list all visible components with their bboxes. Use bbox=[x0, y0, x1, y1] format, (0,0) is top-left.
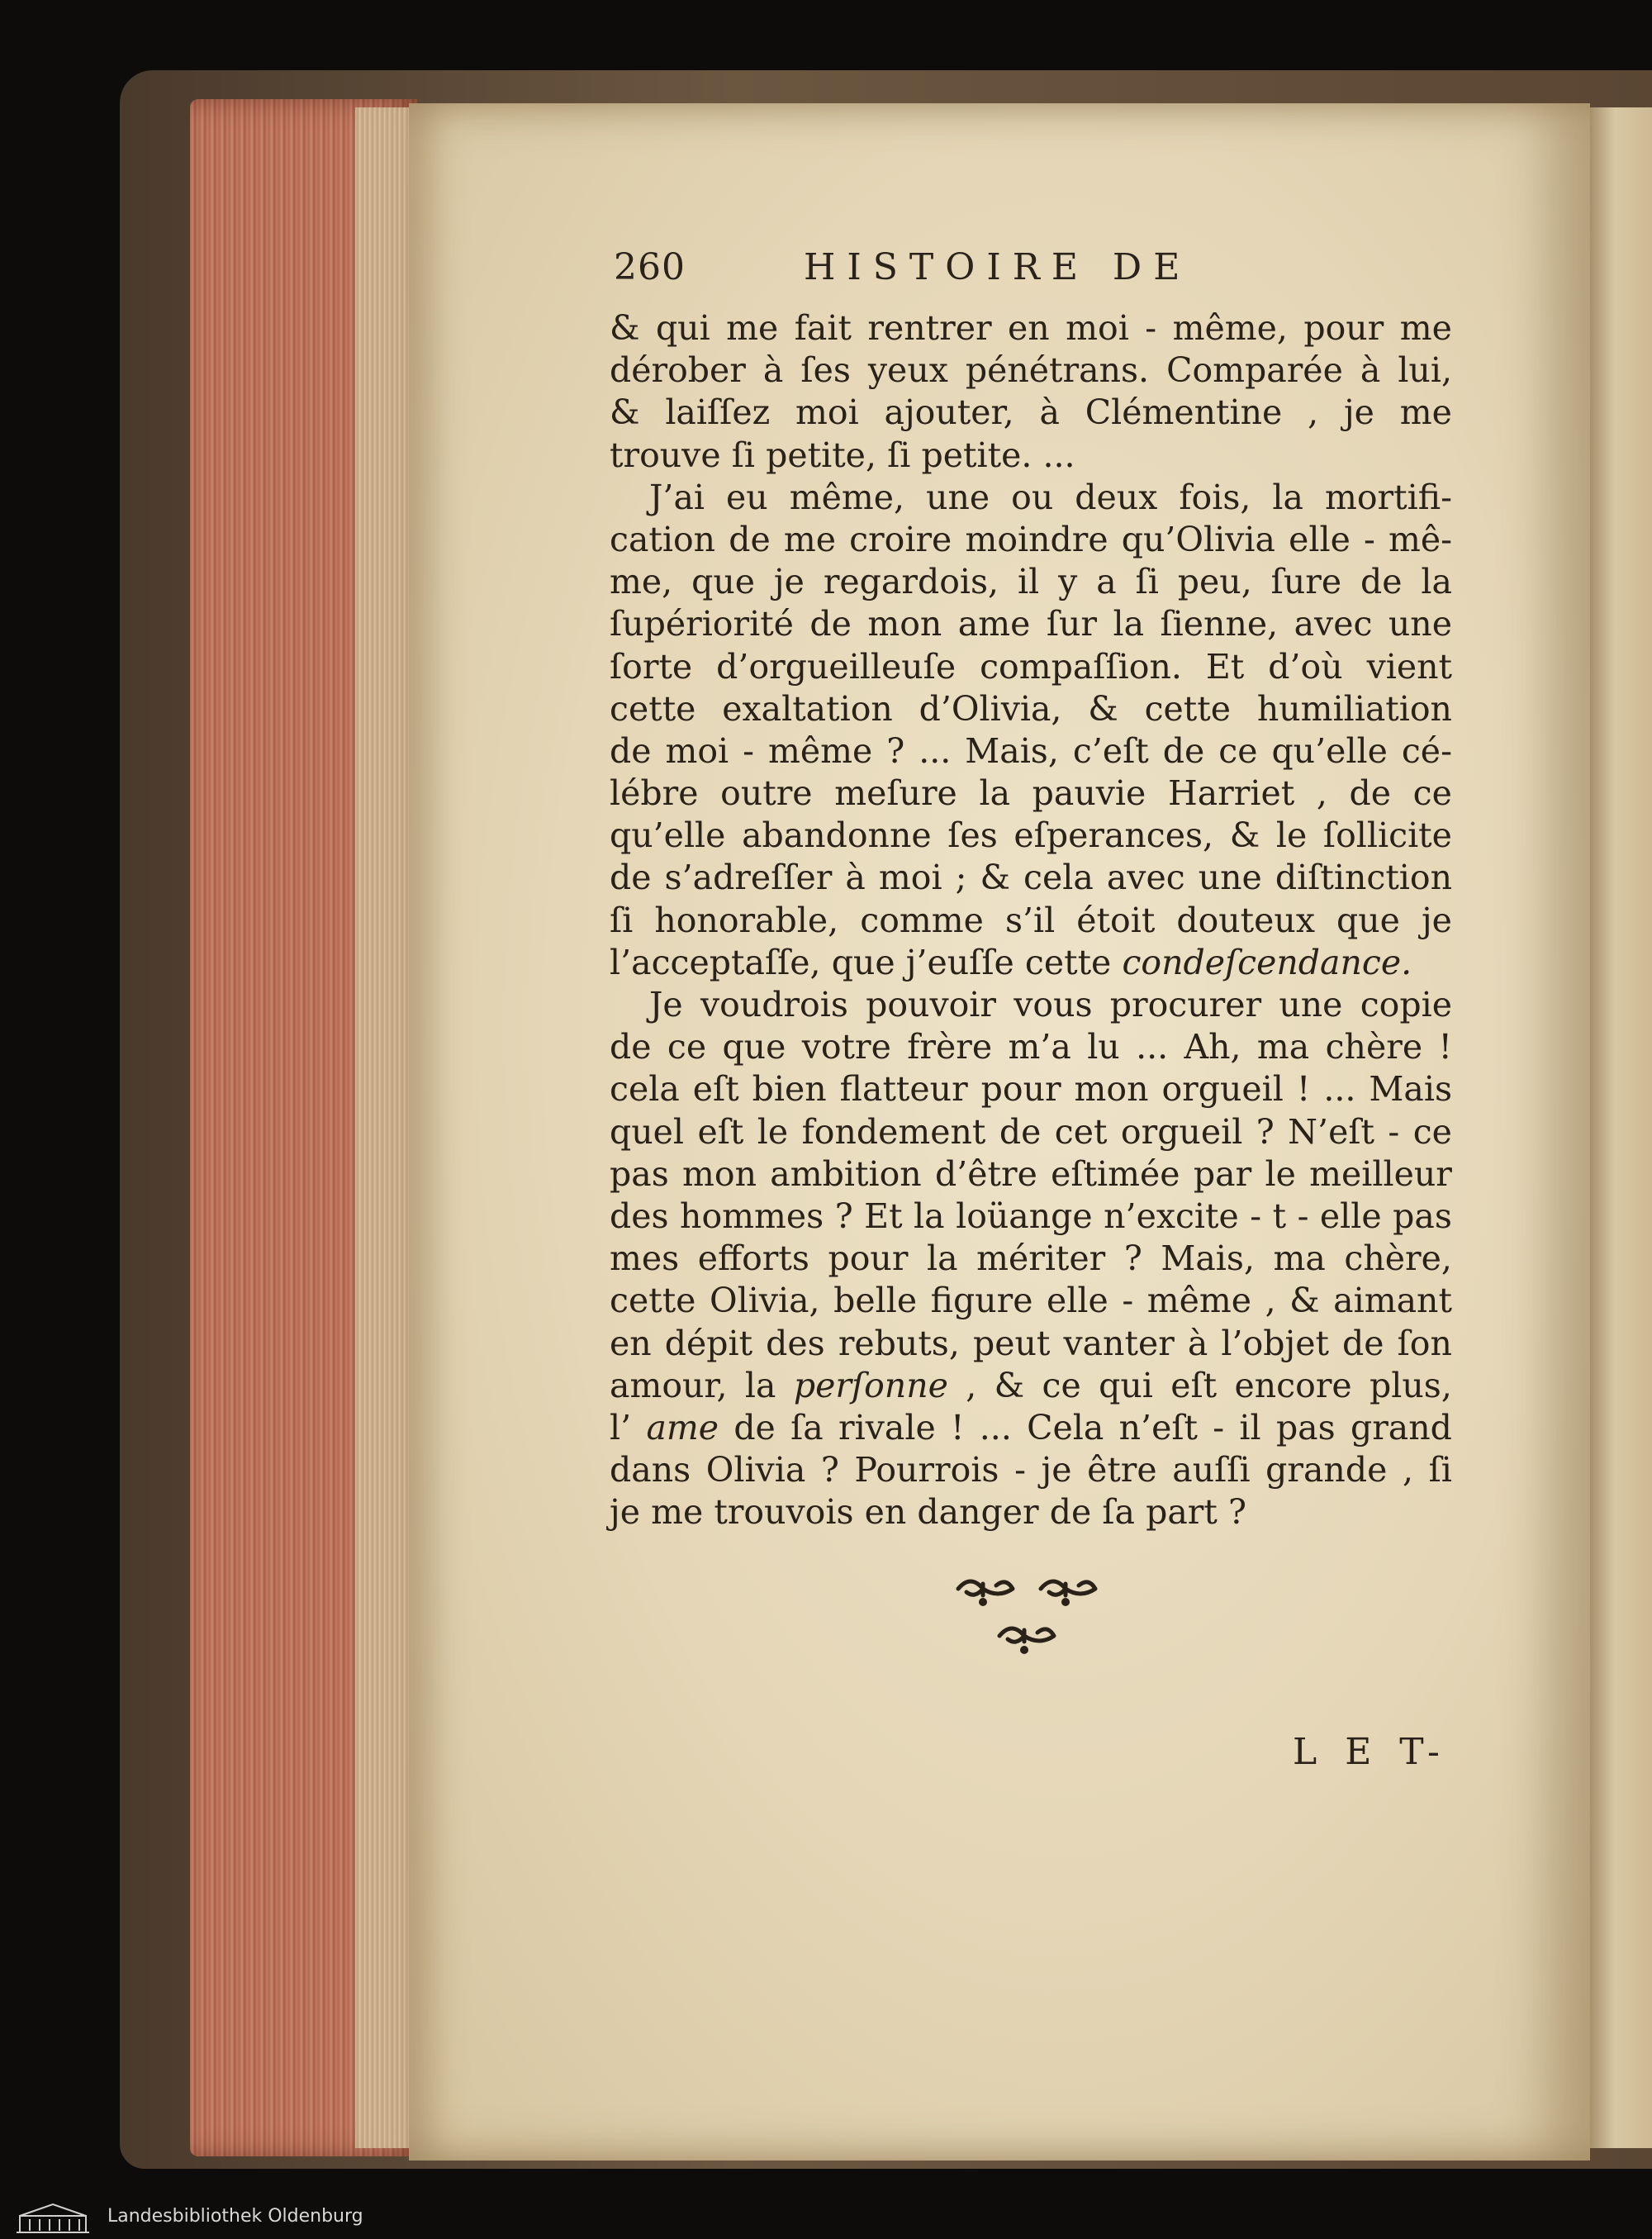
text-line: me, que je regardois, il y a ſi peu, ſure de la bbox=[610, 562, 1452, 602]
catchword: L E T- bbox=[1293, 1731, 1448, 1773]
text-line: trouve ſi petite, ſi petite. ... bbox=[610, 435, 1075, 475]
text-line: cette Olivia, belle figure elle - même , & aimant bbox=[610, 1281, 1452, 1321]
text-line: l’ ame de ſa rivale ! ... Cela n’eſt - il pas grand bbox=[610, 1407, 1452, 1448]
library-name: Landesbibliothek Oldenburg bbox=[107, 2206, 363, 2227]
text-line: en dépit des rebuts, peut vanter à l’objet de ſon bbox=[610, 1323, 1452, 1363]
body-text bbox=[610, 307, 1452, 1533]
text-line: dans Olivia ? Pourrois - je être auſſi grande , ſi bbox=[610, 1450, 1452, 1490]
running-head bbox=[614, 246, 1275, 296]
text-line: de s’adreſſer à moi ; & cela avec une diſtinction bbox=[610, 858, 1452, 898]
library-building-icon bbox=[12, 2199, 94, 2236]
text-line: qu’elle abandonne ſes eſperances, & le ſollicite bbox=[610, 815, 1452, 856]
text-line: de moi - même ? ... Mais, c’eſt de ce qu’elle cé- bbox=[610, 730, 1452, 771]
running-title: HISTOIRE DE bbox=[804, 246, 1192, 288]
text-line: ſupériorité de mon ame ſur la ſienne, avec une bbox=[610, 604, 1452, 644]
text-line: & qui me fait rentrer en moi - même, pour me bbox=[610, 308, 1452, 348]
text-line: ſi honorable, comme s’il étoit douteux que je bbox=[610, 900, 1452, 940]
text-line: dérober à ſes yeux pénétrans. Comparée à lui, bbox=[610, 350, 1452, 391]
text-line: amour, la perſonne , & ce qui eſt encore plus, bbox=[610, 1365, 1452, 1405]
text-line: l’acceptaſſe, que j’euſſe cette condeſcendance. bbox=[610, 942, 1412, 982]
text-line: de ce que votre frère m’a lu ... Ah, ma chère ! bbox=[610, 1027, 1452, 1067]
text-line: mes efforts pour la mériter ? Mais, ma chère, bbox=[610, 1238, 1452, 1279]
text-line: des hommes ? Et la loüange n’excite - t - elle pas bbox=[610, 1196, 1452, 1236]
text-line: J’ai eu même, une ou deux fois, la mortifi- bbox=[649, 477, 1452, 517]
page-edge-gilt bbox=[355, 107, 417, 2148]
text-line: cette exaltation d’Olivia, & cette humiliation bbox=[610, 688, 1452, 729]
page-number: 260 bbox=[614, 246, 686, 288]
text-line: pas mon ambition d’être eſtimée par le meilleur bbox=[610, 1153, 1452, 1194]
fleuron-ornament-icon bbox=[942, 1566, 1123, 1665]
text-line: cation de me croire moindre qu’Olivia elle - mê- bbox=[610, 519, 1452, 559]
text-line: ſorte d’orgueilleuſe compaſſion. Et d’où vient bbox=[610, 646, 1452, 687]
text-line: Je voudrois pouvoir vous procurer une copie bbox=[649, 985, 1452, 1024]
text-line: lébre outre meſure la pauvie Harriet , de ce bbox=[610, 773, 1452, 814]
text-line: cela eſt bien flatteur pour mon orgueil ! ... Mais bbox=[610, 1069, 1452, 1110]
text-line: je me trouvois en danger de ſa part ? bbox=[610, 1492, 1246, 1533]
text-line: quel eſt le fondement de cet orgueil ? N’eſt - ce bbox=[610, 1111, 1452, 1152]
facing-page-edge bbox=[1590, 107, 1652, 2148]
text-line: & laiſſez moi ajouter, à Clémentine , je me bbox=[610, 392, 1452, 433]
